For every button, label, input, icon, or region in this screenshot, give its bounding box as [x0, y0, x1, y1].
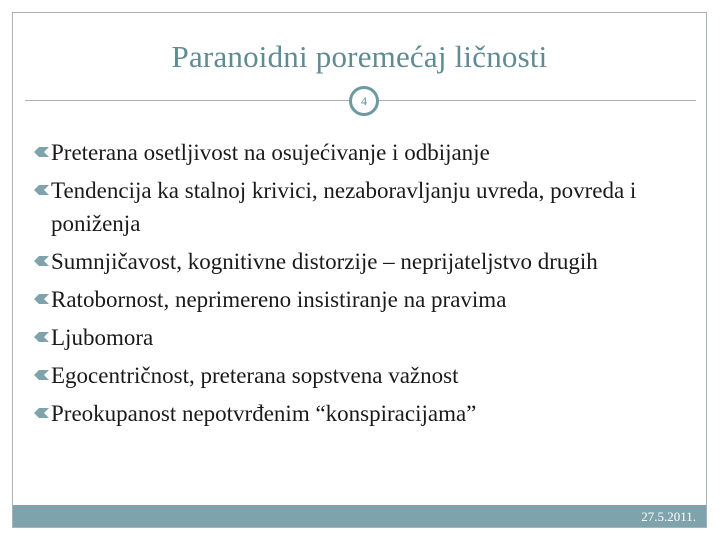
bullet-text: Egocentričnost, preterana sopstvena važnost	[51, 363, 459, 388]
ribbon-bullet-icon	[34, 146, 49, 158]
slide	[12, 12, 707, 528]
bullet-list	[33, 136, 698, 435]
bullet-item	[33, 321, 698, 354]
bullet-text: Preterana osetljivost na osujećivanje i odbijanje	[51, 140, 490, 165]
slide-number-badge: 4	[349, 86, 379, 116]
ribbon-bullet-icon	[34, 331, 49, 343]
bullet-text: Ljubomora	[51, 325, 154, 350]
ribbon-bullet-icon	[34, 407, 49, 419]
footer-bar	[13, 505, 706, 527]
ribbon-bullet-icon	[34, 184, 49, 196]
footer-date: 27.5.2011.	[641, 509, 696, 524]
slide-title: Paranoidni poremećaj ličnosti	[171, 39, 548, 74]
bullet-item	[33, 283, 698, 316]
ribbon-bullet-icon	[34, 293, 49, 305]
bullet-text: Preokupanost nepotvrđenim “konspiracijama”	[51, 401, 477, 426]
ribbon-bullet-icon	[34, 255, 49, 267]
bullet-text: Ratobornost, neprimereno insistiranje na pravima	[51, 287, 507, 312]
bullet-item	[33, 359, 698, 392]
bullet-item	[33, 245, 698, 278]
ribbon-bullet-icon	[34, 369, 49, 381]
bullet-item	[33, 136, 698, 169]
bullet-text: Tendencija ka stalnoj krivici, nezaboravljanju uvreda, povreda i poniženja	[51, 178, 637, 236]
bullet-item	[33, 397, 698, 430]
bullet-item	[33, 174, 698, 240]
bullet-text: Sumnjičavost, kognitivne distorzije – neprijateljstvo drugih	[51, 249, 598, 274]
